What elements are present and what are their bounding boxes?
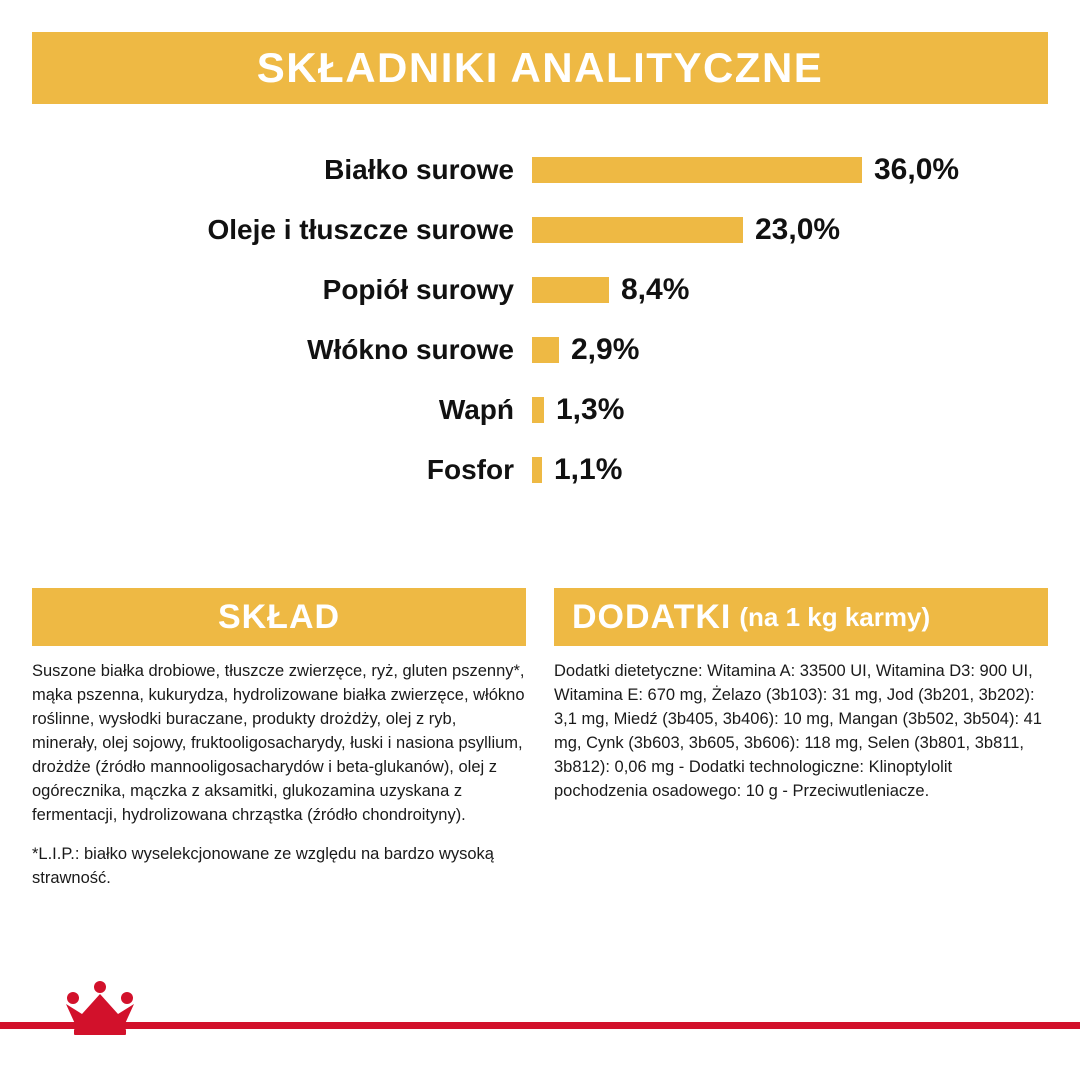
chart-bar: [532, 157, 862, 183]
chart-bar: [532, 457, 542, 483]
chart-bar: [532, 217, 743, 243]
chart-label: Białko surowe: [324, 154, 514, 185]
chart-bar-wrap: [532, 153, 1048, 187]
additives-header-title: DODATKI: [572, 598, 732, 636]
composition-text: Suszone białka drobiowe, tłuszcze zwierzęce, ryż, gluten pszenny*, mąka pszenna, kukurydza, hydrolizowane białka zwierzęce, włókno roślinne, wysłodki buraczane, produkty drożdży, olej z ryb, minerały, olej sojowy, fruktooligosacharydy, łuski i nasiona psyllium, drożdże (źródło mannooligosacharydów i beta-glukanów), olej z ogórecznika, mączka z aksamitki, glukozamina uzyskana z fermentacji, hydrolizowana chrząstka (źródło chondroityny).: [32, 662, 525, 824]
analytical-constituents-chart: [32, 140, 1048, 500]
chart-bar: [532, 397, 544, 423]
chart-value: 1,1%: [554, 453, 623, 486]
chart-row: [32, 200, 1048, 260]
chart-bar-wrap: [532, 213, 1048, 247]
chart-bar-wrap: [532, 393, 1048, 427]
composition-column: [32, 588, 526, 891]
chart-value: 23,0%: [755, 213, 841, 246]
chart-row: [32, 320, 1048, 380]
chart-value: 8,4%: [621, 273, 690, 306]
composition-body: [32, 646, 526, 891]
chart-bar-wrap: [532, 273, 1048, 307]
additives-header: [554, 588, 1048, 646]
chart-bar: [532, 337, 559, 363]
chart-bar: [532, 277, 609, 303]
chart-row: [32, 260, 1048, 320]
chart-row: [32, 440, 1048, 500]
chart-value: 36,0%: [874, 153, 960, 186]
chart-value: 1,3%: [556, 393, 625, 426]
details-columns: [32, 588, 1048, 891]
additives-column: [554, 588, 1048, 891]
chart-label: Włókno surowe: [307, 334, 514, 365]
additives-body: [554, 646, 1048, 804]
chart-label: Wapń: [438, 394, 514, 425]
royal-canin-crown-logo: [60, 980, 140, 1040]
chart-label: Popiół surowy: [322, 274, 514, 305]
analytical-constituents-banner: [32, 32, 1048, 104]
chart-label: Oleje i tłuszcze surowe: [207, 214, 514, 245]
additives-text: Dodatki dietetyczne: Witamina A: 33500 UI, Witamina D3: 900 UI, Witamina E: 670 mg, Żelazo (3b103): 31 mg, Jod (3b201, 3b202): 3,1 mg, Miedź (3b405, 3b406): 10 mg, Mangan (3b502, 3b504): 41 mg, Cynk (3b603, 3b605, 3b606): 118 mg, Selen (3b801, 3b811, 3b812): 0,06 mg - Dodatki technologiczne: Klinoptylolit pochodzenia osadowego: 10 g - Przeciwutleniacze.: [554, 662, 1042, 800]
chart-label: Fosfor: [426, 454, 514, 485]
chart-bar-wrap: [532, 453, 1048, 487]
chart-row: [32, 380, 1048, 440]
composition-footnote: *L.I.P.: białko wyselekcjonowane ze względu na bardzo wysoką strawność.: [32, 845, 494, 888]
chart-value: 2,9%: [571, 333, 640, 366]
composition-header-title: SKŁAD: [217, 598, 341, 636]
chart-bar-wrap: [532, 333, 1048, 367]
footer-rule: [0, 1022, 1080, 1029]
composition-header: [32, 588, 526, 646]
additives-header-subtitle: (na 1 kg karmy): [739, 602, 931, 632]
chart-row: [32, 140, 1048, 200]
page-title: SKŁADNIKI ANALITYCZNE: [256, 44, 824, 91]
